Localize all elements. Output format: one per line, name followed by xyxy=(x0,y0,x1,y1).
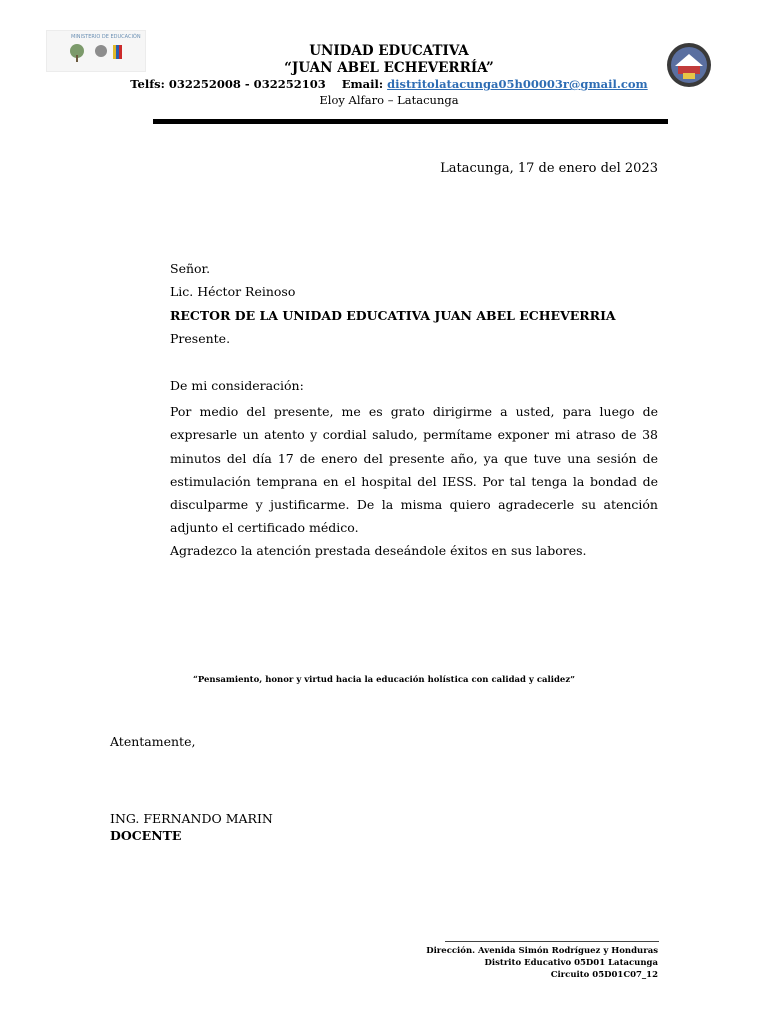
school-name-line1: UNIDAD EDUCATIVA xyxy=(309,43,469,59)
letter-body: Por medio del presente, me es grato dirigirme a usted, para luego de expresarle un atento y cordial saludo, permítame exponer mi atraso de 38 minutos del día 17 de enero del presente año, ya que tuve una sesión de estimulación temprana en el hospital del IESS. Por tal tenga la bondad de disculparme y justificarme. De la misma quiero agradecerle su atención adjunto el certificado médico. xyxy=(170,404,658,536)
footer-circuit: Circuito 05D01C07_12 xyxy=(550,970,658,980)
signer-role: DOCENTE xyxy=(110,828,182,843)
ministry-logo-text: MINISTERIO DE EDUCACIÓN xyxy=(71,34,141,40)
contact-line xyxy=(0,77,768,91)
greeting: De mi consideración: xyxy=(170,378,304,393)
header-divider xyxy=(153,119,668,124)
school-motto: “Pensamiento, honor y virtud hacia la educación holística con calidad y calidez” xyxy=(192,675,576,685)
signer-name: ING. FERNANDO MARIN xyxy=(110,811,273,826)
footer-divider xyxy=(445,941,659,942)
thanks-line: Agradezco la atención prestada deseándole éxitos en sus labores. xyxy=(170,543,587,558)
footer-address: Dirección. Avenida Simón Rodríguez y Honduras xyxy=(426,946,658,956)
recipient-name: Lic. Héctor Reinoso xyxy=(170,284,296,299)
closing: Atentamente, xyxy=(110,734,196,749)
recipient-title: RECTOR DE LA UNIDAD EDUCATIVA JUAN ABEL ECHEVERRIA xyxy=(170,308,616,323)
phones-text: Telfs: 032252008 - 032252103 Email: xyxy=(130,77,388,91)
location-line: Eloy Alfaro – Latacunga xyxy=(319,93,459,107)
footer-district: Distrito Educativo 05D01 Latacunga xyxy=(484,958,658,968)
letter-date: Latacunga, 17 de enero del 2023 xyxy=(440,161,658,176)
email-link[interactable]: distritolatacunga05h00003r@gmail.com xyxy=(387,77,648,91)
present-line: Presente. xyxy=(170,331,231,346)
school-name-line2: “JUAN ABEL ECHEVERRÍA” xyxy=(284,60,494,76)
salutation: Señor. xyxy=(170,261,211,276)
